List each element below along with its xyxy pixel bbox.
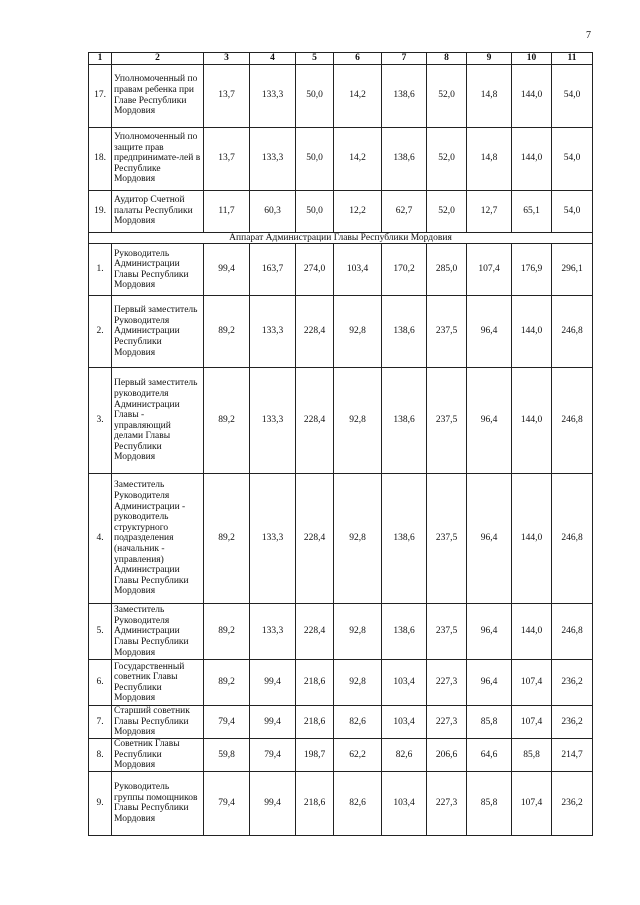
position-name: Государственный советник Главы Республики Мордовия — [112, 660, 204, 706]
value-cell: 285,0 — [427, 244, 467, 296]
value-cell: 133,3 — [250, 368, 296, 474]
value-cell: 96,4 — [467, 604, 512, 660]
row-number: 17. — [89, 64, 112, 127]
value-cell: 138,6 — [382, 368, 427, 474]
table-row — [89, 604, 593, 660]
value-cell: 144,0 — [512, 368, 552, 474]
value-cell: 163,7 — [250, 244, 296, 296]
value-cell: 13,7 — [204, 127, 250, 190]
row-number: 4. — [89, 474, 112, 604]
value-cell: 96,4 — [467, 660, 512, 706]
position-name: Первый заместитель руководителя Администрации Главы - управляющий делами Главы Республики Мордовия — [112, 368, 204, 474]
value-cell: 103,4 — [382, 706, 427, 739]
value-cell: 237,5 — [427, 368, 467, 474]
value-cell: 92,8 — [334, 368, 382, 474]
value-cell: 107,4 — [467, 244, 512, 296]
value-cell: 12,2 — [334, 190, 382, 232]
page-number: 7 — [586, 30, 591, 41]
value-cell: 64,6 — [467, 738, 512, 771]
value-cell: 96,4 — [467, 296, 512, 368]
position-name: Уполномоченный по защите прав предпринимате-лей в Республике Мордовия — [112, 127, 204, 190]
row-number: 6. — [89, 660, 112, 706]
value-cell: 89,2 — [204, 296, 250, 368]
column-header: 9 — [467, 53, 512, 65]
value-cell: 138,6 — [382, 296, 427, 368]
value-cell: 144,0 — [512, 604, 552, 660]
value-cell: 237,5 — [427, 604, 467, 660]
row-number: 9. — [89, 771, 112, 835]
value-cell: 89,2 — [204, 604, 250, 660]
column-header: 6 — [334, 53, 382, 65]
value-cell: 133,3 — [250, 604, 296, 660]
value-cell: 65,1 — [512, 190, 552, 232]
value-cell: 52,0 — [427, 127, 467, 190]
value-cell: 176,9 — [512, 244, 552, 296]
value-cell: 138,6 — [382, 474, 427, 604]
value-cell: 133,3 — [250, 127, 296, 190]
value-cell: 85,8 — [467, 706, 512, 739]
value-cell: 54,0 — [552, 127, 593, 190]
value-cell: 13,7 — [204, 64, 250, 127]
value-cell: 11,7 — [204, 190, 250, 232]
value-cell: 92,8 — [334, 604, 382, 660]
value-cell: 246,8 — [552, 474, 593, 604]
value-cell: 99,4 — [250, 706, 296, 739]
value-cell: 107,4 — [512, 771, 552, 835]
value-cell: 82,6 — [334, 706, 382, 739]
column-header: 2 — [112, 53, 204, 65]
value-cell: 14,2 — [334, 64, 382, 127]
column-header: 1 — [89, 53, 112, 65]
value-cell: 214,7 — [552, 738, 593, 771]
value-cell: 85,8 — [512, 738, 552, 771]
value-cell: 144,0 — [512, 127, 552, 190]
table-row — [89, 738, 593, 771]
value-cell: 236,2 — [552, 771, 593, 835]
value-cell: 133,3 — [250, 474, 296, 604]
table-row — [89, 127, 593, 190]
row-number: 3. — [89, 368, 112, 474]
value-cell: 14,2 — [334, 127, 382, 190]
row-number: 18. — [89, 127, 112, 190]
value-cell: 144,0 — [512, 296, 552, 368]
row-number: 8. — [89, 738, 112, 771]
value-cell: 54,0 — [552, 64, 593, 127]
value-cell: 82,6 — [334, 771, 382, 835]
column-header: 7 — [382, 53, 427, 65]
value-cell: 99,4 — [250, 660, 296, 706]
value-cell: 103,4 — [382, 771, 427, 835]
value-cell: 103,4 — [382, 660, 427, 706]
value-cell: 138,6 — [382, 604, 427, 660]
value-cell: 138,6 — [382, 64, 427, 127]
section-title: Аппарат Администрации Главы Республики Мордовия — [89, 232, 593, 244]
value-cell: 218,6 — [296, 660, 334, 706]
salary-table — [88, 52, 593, 836]
value-cell: 227,3 — [427, 771, 467, 835]
value-cell: 14,8 — [467, 64, 512, 127]
value-cell: 54,0 — [552, 190, 593, 232]
value-cell: 237,5 — [427, 474, 467, 604]
table-row — [89, 474, 593, 604]
value-cell: 198,7 — [296, 738, 334, 771]
value-cell: 92,8 — [334, 474, 382, 604]
table-row — [89, 660, 593, 706]
value-cell: 60,3 — [250, 190, 296, 232]
row-number: 2. — [89, 296, 112, 368]
column-header: 11 — [552, 53, 593, 65]
table-row — [89, 368, 593, 474]
table-row — [89, 706, 593, 739]
value-cell: 237,5 — [427, 296, 467, 368]
value-cell: 246,8 — [552, 296, 593, 368]
position-name: Руководитель Администрации Главы Республики Мордовия — [112, 244, 204, 296]
value-cell: 62,7 — [382, 190, 427, 232]
value-cell: 52,0 — [427, 64, 467, 127]
value-cell: 218,6 — [296, 771, 334, 835]
value-cell: 227,3 — [427, 706, 467, 739]
position-name: Заместитель Руководителя Администрации Главы Республики Мордовия — [112, 604, 204, 660]
value-cell: 62,2 — [334, 738, 382, 771]
value-cell: 92,8 — [334, 296, 382, 368]
value-cell: 50,0 — [296, 127, 334, 190]
header-row — [89, 53, 593, 65]
row-number: 7. — [89, 706, 112, 739]
value-cell: 218,6 — [296, 706, 334, 739]
position-name: Аудитор Счетной палаты Республики Мордовия — [112, 190, 204, 232]
value-cell: 14,8 — [467, 127, 512, 190]
value-cell: 92,8 — [334, 660, 382, 706]
value-cell: 236,2 — [552, 706, 593, 739]
column-header: 8 — [427, 53, 467, 65]
value-cell: 96,4 — [467, 368, 512, 474]
value-cell: 138,6 — [382, 127, 427, 190]
value-cell: 228,4 — [296, 604, 334, 660]
value-cell: 89,2 — [204, 660, 250, 706]
value-cell: 96,4 — [467, 474, 512, 604]
value-cell: 246,8 — [552, 604, 593, 660]
value-cell: 144,0 — [512, 64, 552, 127]
table-row — [89, 64, 593, 127]
row-number: 5. — [89, 604, 112, 660]
table-row — [89, 190, 593, 232]
value-cell: 99,4 — [204, 244, 250, 296]
table-row — [89, 771, 593, 835]
value-cell: 52,0 — [427, 190, 467, 232]
column-header: 3 — [204, 53, 250, 65]
value-cell: 133,3 — [250, 64, 296, 127]
value-cell: 228,4 — [296, 474, 334, 604]
position-name: Советник Главы Республики Мордовия — [112, 738, 204, 771]
value-cell: 107,4 — [512, 660, 552, 706]
value-cell: 227,3 — [427, 660, 467, 706]
position-name: Руководитель группы помощников Главы Республики Мордовия — [112, 771, 204, 835]
value-cell: 107,4 — [512, 706, 552, 739]
position-name: Заместитель Руководителя Администрации - руководитель структурного подразделения (начальник - управления) Администрации Главы Республики Мордовия — [112, 474, 204, 604]
value-cell: 99,4 — [250, 771, 296, 835]
value-cell: 246,8 — [552, 368, 593, 474]
value-cell: 79,4 — [250, 738, 296, 771]
position-name: Старший советник Главы Республики Мордовия — [112, 706, 204, 739]
value-cell: 85,8 — [467, 771, 512, 835]
value-cell: 103,4 — [334, 244, 382, 296]
value-cell: 133,3 — [250, 296, 296, 368]
table-row — [89, 296, 593, 368]
position-name: Уполномоченный по правам ребенка при Главе Республики Мордовия — [112, 64, 204, 127]
value-cell: 89,2 — [204, 368, 250, 474]
table-row — [89, 244, 593, 296]
value-cell: 82,6 — [382, 738, 427, 771]
value-cell: 274,0 — [296, 244, 334, 296]
row-number: 19. — [89, 190, 112, 232]
value-cell: 170,2 — [382, 244, 427, 296]
column-header: 5 — [296, 53, 334, 65]
value-cell: 228,4 — [296, 296, 334, 368]
value-cell: 236,2 — [552, 660, 593, 706]
column-header: 10 — [512, 53, 552, 65]
row-number: 1. — [89, 244, 112, 296]
value-cell: 79,4 — [204, 771, 250, 835]
value-cell: 50,0 — [296, 190, 334, 232]
value-cell: 79,4 — [204, 706, 250, 739]
value-cell: 296,1 — [552, 244, 593, 296]
value-cell: 59,8 — [204, 738, 250, 771]
column-header: 4 — [250, 53, 296, 65]
value-cell: 12,7 — [467, 190, 512, 232]
position-name: Первый заместитель Руководителя Администрации Республики Мордовия — [112, 296, 204, 368]
value-cell: 89,2 — [204, 474, 250, 604]
value-cell: 228,4 — [296, 368, 334, 474]
section-row — [89, 232, 593, 244]
value-cell: 50,0 — [296, 64, 334, 127]
value-cell: 206,6 — [427, 738, 467, 771]
value-cell: 144,0 — [512, 474, 552, 604]
